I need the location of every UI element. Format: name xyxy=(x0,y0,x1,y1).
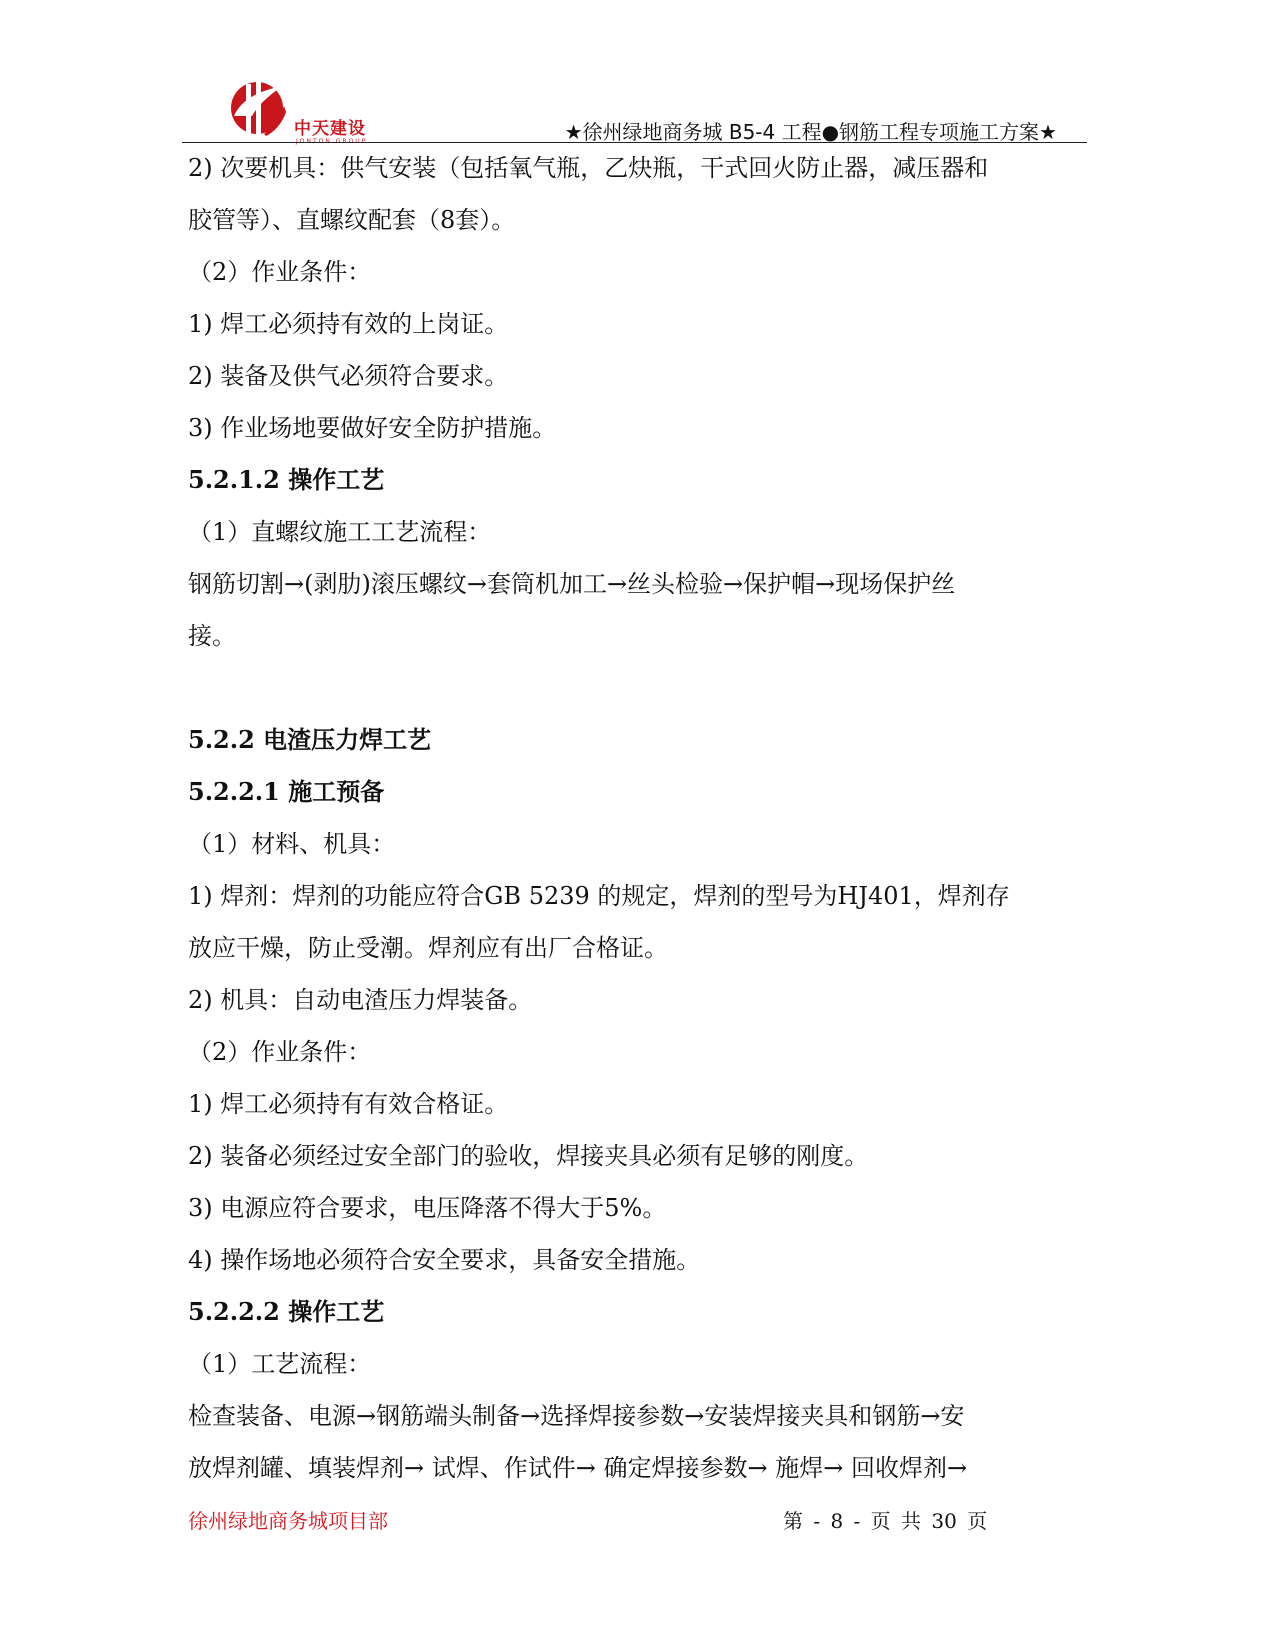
section-heading: 5.2.1.2 操作工艺 xyxy=(188,465,385,494)
logo-emblem-icon xyxy=(224,72,294,142)
body-line: 1) 焊工必须持有效的上岗证。 xyxy=(188,310,509,338)
body-line: 3) 作业场地要做好安全防护措施。 xyxy=(188,414,557,442)
body-line: （2）作业条件： xyxy=(188,1038,372,1066)
page-footer xyxy=(188,1505,1088,1535)
page-header xyxy=(182,60,1087,145)
body-line: 1) 焊剂：焊剂的功能应符合GB 5239 的规定，焊剂的型号为HJ401，焊剂存 xyxy=(188,882,1010,910)
body-line: 1) 焊工必须持有有效合格证。 xyxy=(188,1090,509,1118)
body-line: 2) 次要机具：供气安装（包括氧气瓶，乙炔瓶，干式回火防止器，减压器和 xyxy=(188,154,989,182)
body-line: （1）材料、机具： xyxy=(188,830,396,858)
body-line: 放焊剂罐、填装焊剂→ 试焊、作试件→ 确定焊接参数→ 施焊→ 回收焊剂→ xyxy=(188,1454,968,1482)
document-title: ★徐州绿地商务城 B5-4 工程●钢筋工程专项施工方案★ xyxy=(564,120,1057,144)
body-line: （2）作业条件： xyxy=(188,258,372,286)
body-line: 2) 装备必须经过安全部门的验收，焊接夹具必须有足够的刚度。 xyxy=(188,1142,869,1170)
body-line: 2) 装备及供气必须符合要求。 xyxy=(188,362,509,390)
body-line: 胶管等）、直螺纹配套（8套）。 xyxy=(188,206,516,234)
body-line: 2) 机具：自动电渣压力焊装备。 xyxy=(188,986,533,1014)
body-line: 4) 操作场地必须符合安全要求，具备安全措施。 xyxy=(188,1246,701,1274)
footer-department: 徐州绿地商务城项目部 xyxy=(188,1509,388,1533)
section-heading: 5.2.2.2 操作工艺 xyxy=(188,1297,385,1326)
body-line: 钢筋切割→(剥肋)滚压螺纹→套筒机加工→丝头检验→保护帽→现场保护丝 xyxy=(188,570,956,598)
document-body xyxy=(188,142,1088,1494)
section-heading: 5.2.2 电渣压力焊工艺 xyxy=(188,725,432,754)
body-line: 放应干燥，防止受潮。焊剂应有出厂合格证。 xyxy=(188,934,668,962)
body-line: 接。 xyxy=(188,622,236,650)
logo-english-name: JONTON GROUP xyxy=(296,138,368,145)
body-line: 检查装备、电源→钢筋端头制备→选择焊接参数→安装焊接夹具和钢筋→安 xyxy=(188,1402,965,1430)
company-logo xyxy=(224,72,424,147)
section-heading: 5.2.2.1 施工预备 xyxy=(188,777,385,806)
blank-line xyxy=(188,662,1088,714)
body-line: 3) 电源应符合要求，电压降落不得大于5%。 xyxy=(188,1194,667,1222)
footer-page-number: 第 - 8 - 页 共 30 页 xyxy=(783,1509,988,1533)
body-line: （1）直螺纹施工工艺流程： xyxy=(188,518,492,546)
body-line: （1）工艺流程： xyxy=(188,1350,372,1378)
logo-chinese-name: 中天建设 xyxy=(294,119,366,139)
